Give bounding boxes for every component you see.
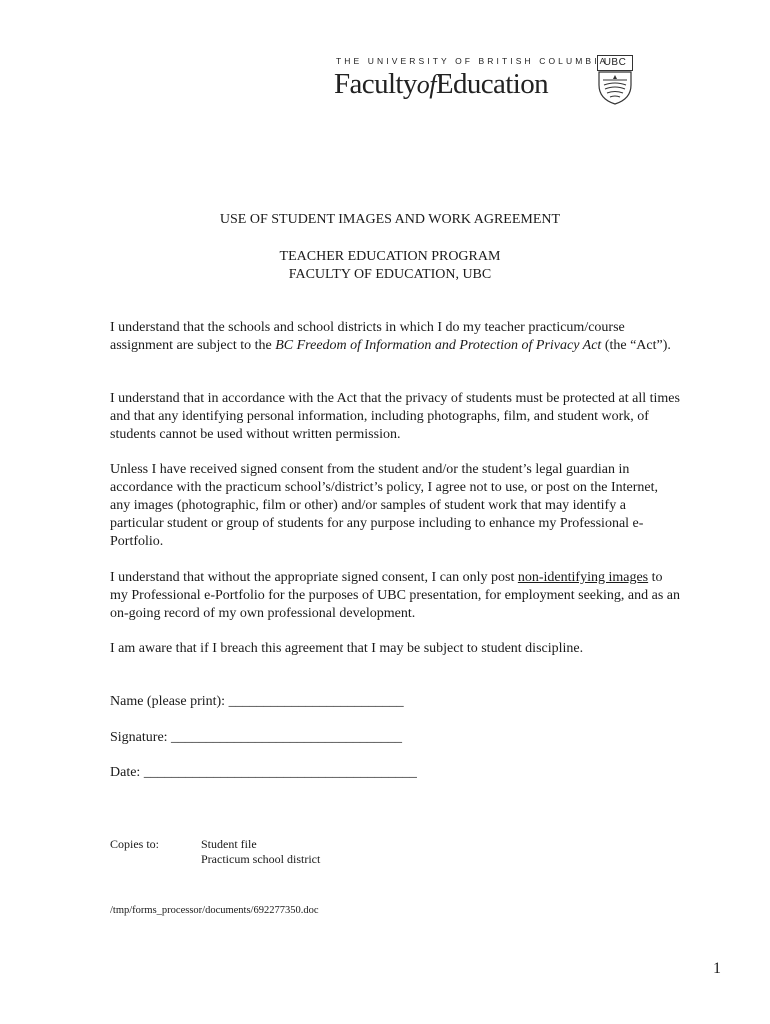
faculty-logo bbox=[334, 54, 634, 106]
paragraph-consent: Unless I have received signed consent from the student and/or the student’s legal guardian in accordance with the practicum school’s/district’s policy, I agree not to use, or post on the Internet, any images (photographic, film or other) and/or samples of student work that may identify a particular student or group of students for any purpose including to enhance my Professional e-Portfolio. bbox=[110, 462, 659, 549]
university-name: THE UNIVERSITY OF BRITISH COLUMBIA bbox=[336, 56, 609, 66]
non-identifying-images: non-identifying images bbox=[517, 570, 649, 585]
copies-label: Copies to: bbox=[110, 837, 160, 851]
act-name: BC Freedom of Information and Protection of Privacy Act bbox=[275, 338, 602, 353]
copies-item-practicum-district: Practicum school district bbox=[201, 852, 321, 866]
faculty-name-part: Education bbox=[435, 68, 548, 100]
paragraph-portfolio bbox=[110, 569, 680, 623]
ubc-crest bbox=[597, 55, 633, 105]
program-name: TEACHER EDUCATION PROGRAM bbox=[279, 249, 501, 264]
faculty-name-of: of bbox=[416, 70, 436, 99]
paragraph-privacy: I understand that in accordance with the Act that the privacy of students must be protected at all times and that any identifying personal information, including photographs, film, and student work, of students cannot be used without written permission. bbox=[110, 391, 680, 442]
crest-label: UBC bbox=[597, 55, 633, 71]
name-field[interactable]: Name (please print): _________________________ bbox=[110, 694, 404, 709]
paragraph-text: I understand that without the appropriate signed consent, I can only post bbox=[110, 570, 518, 585]
paragraph-text: I understand that the schools and school districts in which I do my teacher practicum/course assignment are subject to the bbox=[110, 320, 625, 353]
date-field[interactable]: Date: _______________________________________ bbox=[110, 765, 417, 780]
page-number: 1 bbox=[713, 960, 721, 977]
faculty-line: FACULTY OF EDUCATION, UBC bbox=[288, 267, 492, 282]
faculty-name bbox=[334, 68, 548, 101]
signature-field[interactable]: Signature: _________________________________ bbox=[110, 730, 403, 745]
faculty-name-part: Faculty bbox=[334, 68, 417, 100]
crest-shield-icon bbox=[597, 71, 633, 105]
paragraph-discipline: I am aware that if I breach this agreement that I may be subject to student discipline. bbox=[110, 641, 584, 656]
paragraph-text: (the “Act”). bbox=[601, 338, 671, 353]
copies-item-student-file: Student file bbox=[201, 837, 257, 851]
paragraph-text: to my Professional e-Portfolio for the purposes of UBC presentation, for employment seeking, and as an on-going record of my own professional development. bbox=[110, 570, 680, 621]
document-path: /tmp/forms_processor/documents/692277350.doc bbox=[110, 905, 319, 916]
paragraph-act bbox=[110, 319, 680, 355]
document-title: USE OF STUDENT IMAGES AND WORK AGREEMENT bbox=[219, 212, 561, 227]
